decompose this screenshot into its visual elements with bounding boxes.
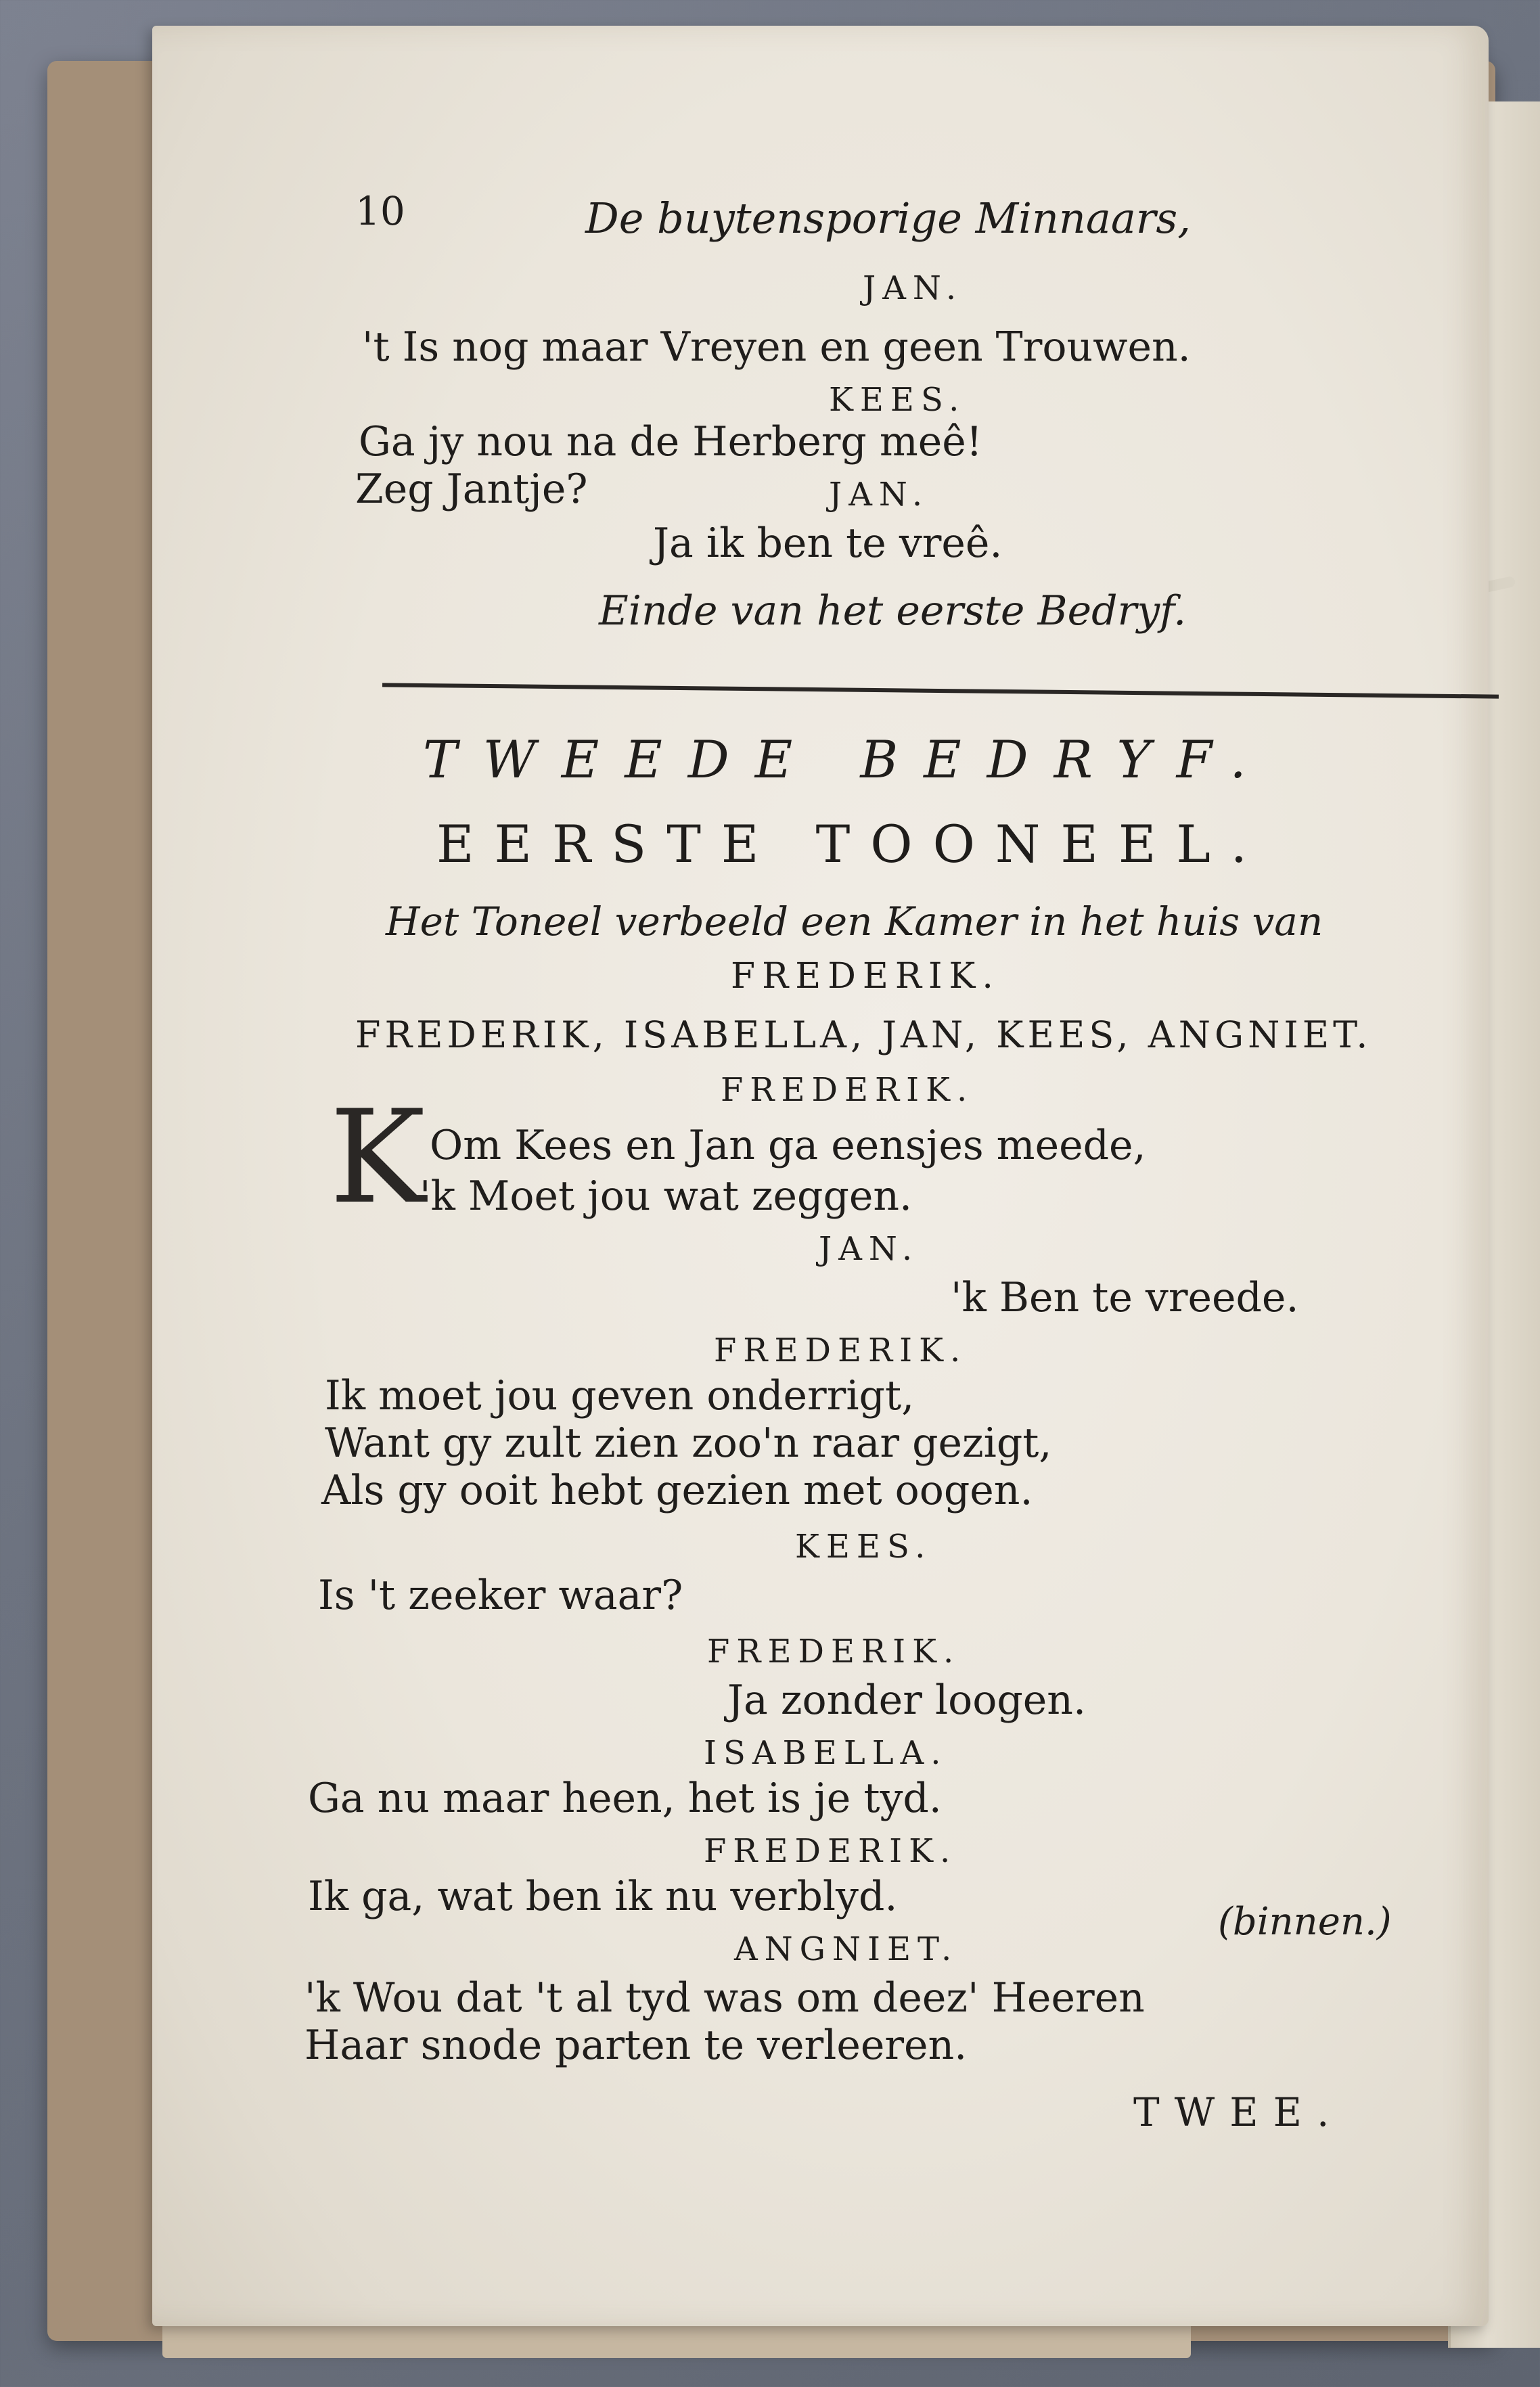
dialogue-line: Ja zonder loogen. [727,1677,1087,1724]
dialogue-line: Zeg Jantje? [355,465,588,513]
dialogue-line: Is 't zeeker waar? [318,1572,683,1619]
divider-rule [382,683,1499,698]
speaker-name: FREDERIK. [707,1633,961,1670]
speaker-name: FREDERIK. [721,1071,974,1109]
dialogue-line: Als gy ooit hebt gezien met oogen. [321,1467,1033,1514]
speaker-name: JAN. [863,269,964,307]
page-number: 10 [355,188,405,234]
dialogue-line: Ik moet jou geven onderrigt, [325,1372,915,1419]
book-page [152,26,1489,2326]
stage-direction: Het Toneel verbeeld een Kamer in het huis van [386,899,1323,945]
act-closing: Einde van het eerste Bedryf. [599,587,1187,635]
act-heading: TWEEDE BEDRYF. [423,729,1272,790]
speaker-name: KEES. [829,381,966,419]
speaker-name: FREDERIK. [714,1332,968,1369]
speaker-name: ANGNIET. [734,1930,959,1968]
dialogue-line: Haar snode parten te verleeren. [304,2022,968,2069]
speaker-name: JAN. [819,1230,920,1268]
dialogue-line: Ga nu maar heen, het is je tyd. [308,1775,942,1822]
running-title: De buytensporige Minnaars, [585,194,1191,243]
dialogue-line: Ja ik ben te vreê. [653,520,1003,567]
stage-direction-name: FREDERIK. [731,956,1000,997]
dialogue-line: Ik ga, wat ben ik nu verblyd. [308,1873,898,1920]
dialogue-line: Om Kees en Jan ga eensjes meede, [430,1122,1146,1169]
dialogue-line: Ga jy nou na de Herberg meê! [359,418,982,465]
stage-aside: (binnen.) [1218,1900,1392,1944]
drop-capital: K [330,1083,426,1232]
speaker-name: JAN. [829,476,930,514]
speaker-name: FREDERIK. [704,1832,957,1870]
dialogue-line: 't Is nog maar Vreyen en geen Trouwen. [362,323,1191,371]
dialogue-line: 'k Wou dat 't al tyd was om deez' Heeren [304,1974,1145,2022]
dialogue-line: 'k Moet jou wat zeggen. [420,1173,913,1220]
speaker-name: KEES. [795,1528,932,1566]
catchword: TWEE. [1133,2089,1344,2135]
character-list: FREDERIK, ISABELLA, JAN, KEES, ANGNIET. [355,1014,1372,1056]
scene-heading: EERSTE TOONEEL. [436,814,1267,874]
dialogue-line: 'k Ben te vreede. [951,1274,1299,1321]
dialogue-line: Want gy zult zien zoo'n raar gezigt, [325,1419,1052,1467]
speaker-name: ISABELLA. [704,1734,948,1772]
